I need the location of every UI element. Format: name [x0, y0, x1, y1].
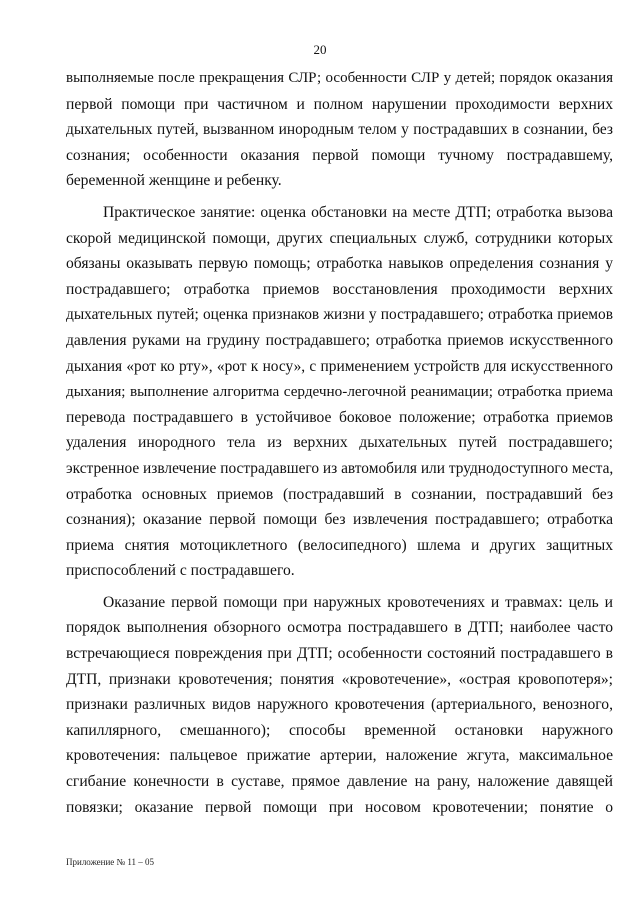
text-line: дыхания «рот ко рту», «рот к носу», с применением устройств для искусственного: [66, 357, 613, 375]
paragraph-1: [66, 66, 613, 194]
text-line: встречающиеся повреждения при ДТП; особенности состояний пострадавшего в: [66, 645, 613, 663]
text-line: первой помощи при частичном и полном нарушении проходимости верхних: [66, 95, 613, 113]
text-line: выполняемые после прекращения СЛР; особенности СЛР у детей; порядок оказания: [66, 70, 613, 86]
paragraph-3: [66, 590, 613, 820]
text-line: пострадавшего; отработка приемов восстановления проходимости верхних: [66, 280, 613, 298]
text-line: экстренное извлечение пострадавшего из автомобиля или труднодоступного места,: [66, 459, 613, 477]
text-line: признаки различных видов наружного кровотечения (артериального, венозного,: [66, 696, 613, 714]
page-number: 20: [313, 42, 327, 57]
text-line: перевода пострадавшего в устойчивое боковое положение; отработка приемов: [66, 408, 613, 426]
text-line: скорой медицинской помощи, других специальных служб, сотрудники которых: [66, 229, 613, 247]
text-line: дыхания; выполнение алгоритма сердечно-легочной реанимации; отработка приема: [66, 383, 613, 401]
text-line: капиллярного, смешанного); способы временной остановки наружного: [66, 721, 613, 739]
text-line: обязаны оказывать первую помощь; отработка навыков определения сознания у: [66, 255, 613, 273]
text-line: Практическое занятие: оценка обстановки на месте ДТП; отработка вызова: [103, 203, 613, 221]
text-line: повязки; оказание первой помощи при носовом кровотечении; понятие о: [66, 798, 613, 816]
text-line: Оказание первой помощи при наружных кровотечениях и травмах: цель и: [103, 593, 613, 611]
text-line: порядок выполнения обзорного осмотра пострадавшего в ДТП; наиболее часто: [66, 619, 613, 637]
text-line: дыхательных путей, вызванном инородным телом у пострадавших в сознании, без: [66, 121, 613, 139]
text-line: кровотечения: пальцевое прижатие артерии, наложение жгута, максимальное: [66, 747, 613, 765]
text-line: дыхательных путей; оценка признаков жизни у пострадавшего; отработка приемов: [66, 306, 613, 324]
text-line: сгибание конечности в суставе, прямое давление на рану, наложение давящей: [66, 773, 613, 791]
text-line: приема снятия мотоциклетного (велосипедного) шлема и других защитных: [66, 536, 613, 554]
text-line: давления руками на грудину пострадавшего; отработка приемов искусственного: [66, 331, 613, 349]
text-line: сознания); оказание первой помощи без извлечения пострадавшего; отработка: [66, 511, 613, 529]
text-line: удаления инородного тела из верхних дыхательных путей пострадавшего;: [66, 434, 613, 452]
text-line: отработка основных приемов (пострадавший в сознании, пострадавший без: [66, 485, 613, 503]
text-line: беременной женщине и ребенку.: [66, 172, 282, 190]
text-line: приспособлений с пострадавшего.: [66, 562, 295, 580]
body-text: [66, 66, 613, 820]
text-line: ДТП, признаки кровотечения; понятия «кровотечение», «острая кровопотеря»;: [66, 670, 613, 688]
page-footer: Приложение № 11 – 05: [66, 857, 155, 867]
paragraph-2: [66, 200, 613, 584]
text-line: сознания; особенности оказания первой помощи тучному пострадавшему,: [66, 146, 613, 164]
